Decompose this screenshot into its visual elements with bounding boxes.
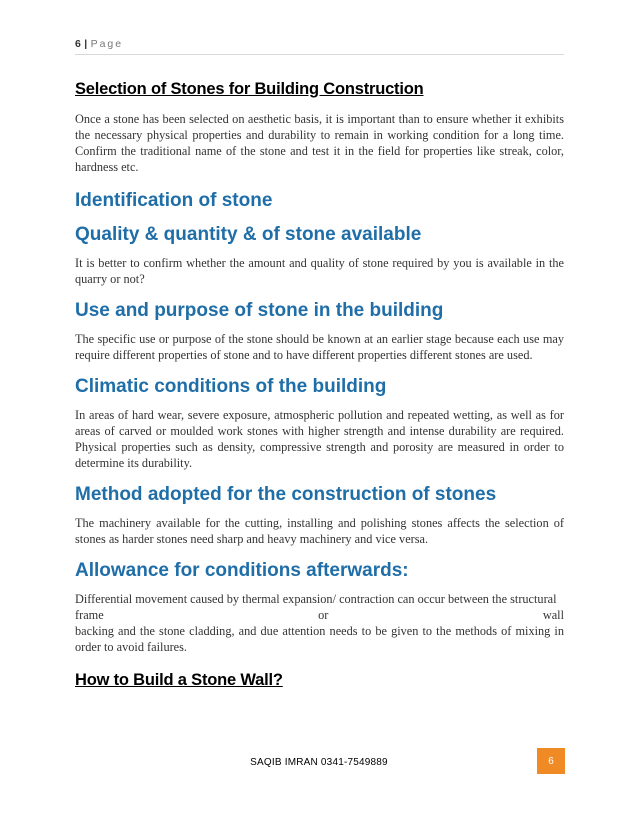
- method-paragraph: The machinery available for the cutting, installing and polishing stones affects the selection of stones as harder stones need sharp and heavy machinery and vice versa.: [75, 516, 564, 546]
- header-page-number: 6: [75, 38, 82, 50]
- main-heading: Selection of Stones for Building Construction: [75, 80, 424, 98]
- climatic-paragraph: In areas of hard wear, severe exposure, atmospheric pollution and repeated wetting, as well as for areas of carved or moulded work stones with higher strength and intense durability are required. Physical properties such as density, compressive strength and porosity are measured in order to determine its durability.: [75, 408, 564, 470]
- allowance-justified-line: [75, 607, 564, 623]
- document-body: [75, 80, 564, 690]
- allowance-word-frame: frame: [75, 608, 104, 622]
- climatic-heading: Climatic conditions of the building: [75, 376, 387, 397]
- intro-paragraph: Once a stone has been selected on aesthetic basis, it is important than to ensure whether it exhibits the necessary physical properties and durability to remain in working condition for a long time. Confirm the traditional name of the stone and test it in the field for properties like streak, color, hardness etc.: [75, 112, 564, 174]
- allowance-rest: backing and the stone cladding, and due attention needs to be given to the methods of mixing in order to avoid failures.: [75, 624, 564, 654]
- identification-heading: Identification of stone: [75, 190, 273, 211]
- use-paragraph: The specific use or purpose of the stone should be known at an earlier stage because each use may require different properties of stone and to have different properties different stones are used.: [75, 332, 564, 362]
- allowance-paragraph: [75, 591, 564, 655]
- allowance-word-or: or: [318, 608, 329, 622]
- allowance-line-1: Differential movement caused by thermal expansion/ contraction can occur between the structural: [75, 592, 557, 606]
- footer-author: SAQIB IMRAN 0341-7549889: [250, 757, 388, 768]
- footer-page-badge: 6: [537, 748, 565, 774]
- allowance-heading: Allowance for conditions afterwards:: [75, 560, 409, 581]
- page-header: [75, 38, 564, 55]
- allowance-word-wall: wall: [542, 608, 564, 622]
- header-page-word: Page: [90, 38, 124, 50]
- use-heading: Use and purpose of stone in the building: [75, 300, 444, 321]
- method-heading: Method adopted for the construction of stones: [75, 484, 497, 505]
- header-separator: |: [84, 38, 88, 50]
- quality-heading: Quality & quantity & of stone available: [75, 224, 422, 245]
- final-heading: How to Build a Stone Wall?: [75, 671, 283, 689]
- quality-paragraph: It is better to confirm whether the amount and quality of stone required by you is available in the quarry or not?: [75, 256, 564, 286]
